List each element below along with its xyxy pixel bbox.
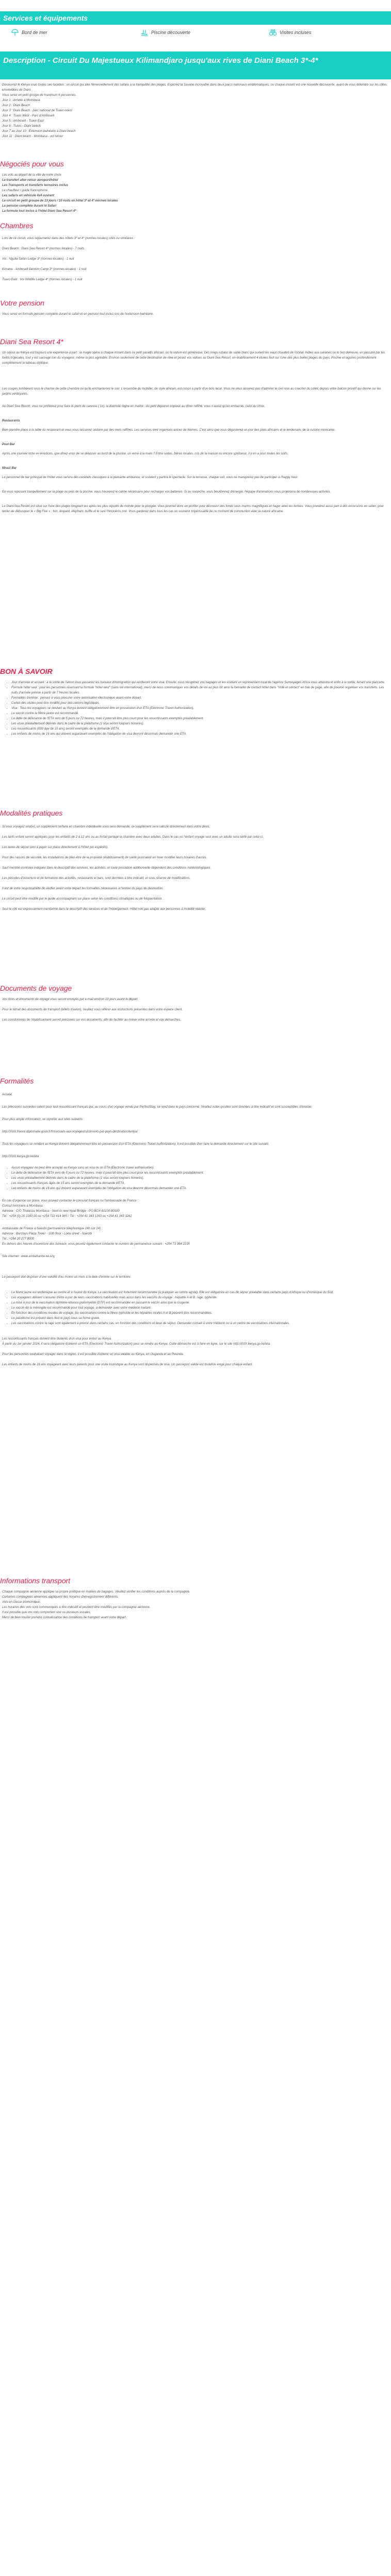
intro-text: Découvrez le Kenya sous toutes ses facettes : un circuit qui allie l'émerveillement des safaris à la tranquillité des plages. Explorez la Savane incroyable dans deux parcs nationaux emblématiques, ou chaque instant est une nouvelle découverte, avant de vous détendre sur les côtes ensoleillées de Diani. <box>2 83 387 92</box>
documents-title: Documents de voyage <box>0 984 72 992</box>
modalites-paragraph: Seul le cité est expressément mentionné dans le descriptif des services et de l'hébergement. Hôtel non pas adapté aux personnes à mobilité réduite. <box>2 908 206 911</box>
room-item: Diani Beach : Diani Sea Resort 4* (normes locales) - 7 nuits <box>2 247 85 250</box>
room-item: Tsavo East : Voi Wildlife Lodge 4* (normes locales) - 1 nuit <box>2 278 83 281</box>
modalites-paragraph: Pour des raisons de sécurité, les installations de bien-être de la propriété (établissement) de santé pourraient en hiver modifier leurs horaires d'accès. <box>2 856 207 859</box>
itinerary-day: Jour 11 : Diani beach - Mombasa - vol retour <box>2 135 63 138</box>
formalites-paragraph: Tél : +254 (0) 20 2183 00 ou +254 722 414 965 / Tél : +254 41 343 1263 ou +254 41 343 3262 <box>2 1215 132 1218</box>
amenity-pool-label: Piscine découverte <box>151 30 191 35</box>
list-item: • En fonction des conditions locales de voyage, les vaccinations contre la fièvre typhoïde et les hépatites virales A et B peuvent être recommandées. <box>11 1311 388 1316</box>
room-item: Voi : Ngulia Safari Lodge 3* (normes locales) - 1 nuit <box>2 258 74 261</box>
list-item: Le chauffeur / guide francophone <box>2 189 48 192</box>
itinerary-day: Jour 2 : Diani Beach <box>2 104 30 107</box>
pool-icon <box>141 29 148 36</box>
list-item: • La mise à jour de la vaccination diphtérie-tétanos-poliomyélite (DTP) est recommandée en passant le vaccin ainsi que la rougeole. <box>11 1300 388 1306</box>
negocies-list <box>2 173 388 214</box>
bon-title: BON À SAVOIR <box>0 667 53 675</box>
formalites-paragraph: Arrivée <box>2 1093 12 1096</box>
list-item: Les vols au départ de la ville de votre choix <box>2 174 61 177</box>
documents-paragraph: Les coordonnées de l'établissement seront précisées sur vos documents, afin de faciliter au mieux votre arrivée et vos démarches. <box>2 1019 181 1022</box>
itinerary-day: Jour 3 : Diani Beach - parc national de Tsavo ouest <box>2 109 72 112</box>
hotel-description <box>2 350 388 514</box>
modalites-title: Modalités pratiques <box>0 809 63 817</box>
transport-paragraph: Merci de bien vouloir prendre connaissance des conditions de transport avant votre départ. <box>2 1616 127 1619</box>
list-item: • Les visas préalablement délivrés dans le cadre de la plateforme (1 visa seront toujours honorés). <box>11 1176 388 1181</box>
formalites-paragraph: Les ressortissants français doivent être titulaires d'un visa pour entrer au Kenya. <box>2 1337 112 1341</box>
documents-paragraph: Pour le retrait des documents de transport (billets d'avion), veuillez vous référer aux instructions présentes dans votre espace client. <box>2 1008 183 1011</box>
documents-paragraph: Vos titres et documents de voyage vous seront envoyés par e-mail environ 10 jours avant le départ. <box>2 998 139 1001</box>
formalites-paragraph: À partir du 1er janvier 2024, il sera obligatoire d'obtenir un ETA (Electronic Travel Authorization) pour se rendre au Kenya. Cette démarche est à faire en ligne, sur le site http://XXX.kenya.go.ke/eta. <box>2 1343 271 1346</box>
negocies-title: Négociés pour vous <box>0 160 64 168</box>
formalites-link[interactable]: http://XXX.kenya.go.ke/eta <box>2 1155 39 1158</box>
hotel-paragraph: Un séjour au Kenya est toujours une expérience à part : la magie opère à chaque instant dans ce petit paradis africain, où la nature est généreuse. Des longs rubans de sable blanc qui ourlent les eaux chaudes de l'océan Indien aux savanes où le lion demeure, en passant par les forêts tropicales, tout y est sauvage loin du voyageur, même la plus agréable. Environ seulement de cette destination de rêve et posez vos valises au Diani Sea Resort, en établissement 4 étoiles tout sur l'une des plus belles plages du pays. Piscine et lagunes profondément complètement la tableau idyllique. <box>2 351 385 365</box>
amenity-pool <box>141 29 190 36</box>
binoculars-icon <box>269 29 276 36</box>
list-item: La formule tout inclus à l'hôtel Diani Sea Resort 4* <box>2 210 76 213</box>
formalites-paragraph: Les précisions suivantes valent pour tout ressortissant français qui, au cours d'un voyage vendu par PerfectStay, se rend dans le pays concerné. Veuillez noter qu'elles sont données à titre indicatif et sont susceptibles d'évoluer. <box>2 1106 313 1109</box>
amenity-visits <box>269 29 311 36</box>
formalites-paragraph: Adresse : C/O Thalassa Mombasa - Next to new Nyali Bridge - PO BOX 81100-80100 <box>2 1210 120 1213</box>
list-item: • Le vaccin contre la fièvre jaune est recommandé. <box>11 711 388 716</box>
formalites-paragraph: Consul honoraire à Mombasa : <box>2 1205 45 1208</box>
transport-paragraph: Vols en classe économique. <box>2 1601 41 1604</box>
transport-paragraph: Il est possible que vos vols comportent une ou plusieurs escales. <box>2 1611 91 1614</box>
room-item: Kimana - Amboseli Sentrim Camp 3* (normes locales) - 1 nuit <box>2 268 87 271</box>
formalites-paragraph: Pour les personnes souhaitant voyager dans la région, il est possible d'obtenir un visa valable au Kenya, en Ouganda et au Rwanda. <box>2 1353 184 1356</box>
list-item: • Les vaccinations contre la rage sont également à prévoir dans certains cas, en fonction des conditions et lieux de séjour. Demander conseil à votre médecin ou à un centre de vaccinations internationales. <box>11 1321 388 1326</box>
amenity-beach <box>11 29 47 36</box>
list-item: • Les visas préalablement délivrés dans le cadre de la plateforme (1 visa seront toujours honorés). <box>11 721 388 726</box>
group-size: Vous serez en petit groupe de maximum 6 personnes. <box>2 94 76 97</box>
itinerary-day: Jour 1 : Arrivée à Mombasa <box>2 99 40 102</box>
pension-text: Vous serez en formule pension complète durant le safari et en pension tout inclus lors de l'extension balnéaire. <box>2 313 154 316</box>
modalites-paragraph: Les tarifs enfant seront appliqués pour les enfants de 2 à 12 ans ou au forfait partagé la chambre avec deux adultes. Dans le cas où l'enfant voyage seul avec un adulte sera tarifé par celui-ci. <box>2 836 264 839</box>
modalites-text <box>2 824 388 912</box>
list-item: Les safaris en véhicule 4x4 ouvrant <box>2 194 55 197</box>
transport-paragraph: Les horaires des vols sont communiqués à titre indicatif et peuvent être modifiés par la compagnie aérienne. <box>2 1606 151 1609</box>
documents-text <box>2 997 388 1023</box>
list-item: • Les voyageurs doivent s'assurer d'être à jour de leurs vaccinations habituelles mais aussi dans les vaccins du voyage : hépatite A et B, rage, typhoïde. <box>11 1295 388 1300</box>
amenity-visits-label: Visites incluses <box>280 30 312 35</box>
hotel-subtitle: Restaurants <box>2 419 20 422</box>
list-item: • La fièvre jaune est endémique au centre et à l'ouest du Kenya. La vaccination est fortement recommandée (à pratiquer au centre agréé). Elle est obligatoire en cas de séjour préalable dans certains pays d'Afrique ou d'Amérique du Sud. <box>11 1290 388 1295</box>
description-intro <box>2 82 388 139</box>
list-item: • Jour d'arrivée et accueil : à la sortie de l'avion vous passerez les bureaux d'immigration qui vérifieront votre visa. Ensuite, vous récupérez vos bagages et les scellant un représentant local de l'agence Sunvoyages Africa vous attendra et enfin à la sortie, tenant une pancarte. <box>11 680 388 685</box>
hotel-paragraph: Les coupes tombèrent sous le charme de cette chambre où qu'ils enchanteront le soir. L'ensemble du mobilier, de style africain, est conçu à partir d'un bois local. Vous ne vous lasserez pas d'admirer le ciel rose au coucher du soleil, depuis votre balcon privatif qui donne sur les jardins verdoyants. <box>2 387 381 396</box>
list-item: • Formule hôtel seul : pour les personnes réservant la formule "hôtel seul" (sans vol international), merci de nous communiquer vos détails de vol au plus tôt ainsi la formalité de contact hôtel dans "Voté et contact" en bas de page, afin de pouvoir organiser vos transferts. Les nuits d'arrivée prévue à partir de 7 heures locales. <box>11 685 388 696</box>
hotel-paragraph: Bien prendre place à la table du restaurant et vous vous laisserez séduire par des mets raffinés. Les services sont organisés autour de thèmes. C'est ainsi que vous dégusterez un jour des plats africains et le lendemain, de la cuisine mexicaine. <box>2 429 336 432</box>
list-item: La pension complète durant le Safari <box>2 205 57 208</box>
services-header: Services et équipements <box>0 11 391 25</box>
formalites-link[interactable]: http://XXX.france.diplomatie.gouv.fr/fr/conseils-aux-voyageurs/conseils-par-pays-destination/kenya/ <box>2 1130 138 1133</box>
list-item: • Formalités d'entrée : pensez à vous procurer votre autorisation électronique avant votre départ. <box>11 696 388 701</box>
amenities-row <box>0 28 391 38</box>
formalites-link[interactable]: Site internet : www.ambafrance-ke.org <box>2 1255 55 1258</box>
formalites-paragraph: Les enfants de moins de 16 ans voyageant avec leurs parents pour une visite touristique au Kenya sont dispensés de visa. Un passeport valide est toutefois exigé pour chaque enfant. <box>2 1363 253 1366</box>
hotel-paragraph: Le Diani Sea Resort est situé sur l'une des plages longeant les après les plus réputés du monde pour la plongée. Vous pourrez donc en profiter pour découvrir des fonds sous marins magnifiques et nager avec les tortues. Vous prendrez aussi part à des excursions en safari, pour tenter de débusquer le « Big Five » : lion, léopard, éléphant, buffle et le rare rhinocéros noir. Vous garderez dans tous les cas un souvenir impérissable de ce moment de communion avec la nature africaine. <box>2 505 384 513</box>
formalites-paragraph: Le passeport doit disposer d'une validité d'au moins six mois à la date d'entrée sur le territoire. <box>2 1276 132 1279</box>
formalites-paragraph: En dehors des heures d'ouverture des bureaux, vous pouvez également contacter le numéro de permanence suivant : +254 73 364 2215 <box>2 1243 190 1246</box>
modalites-paragraph: Les périodes d'ouverture et de fermeture des activités, restaurants et bars, sont données à titre indicatif, et sous réserve de modifications. <box>2 877 191 880</box>
list-item: • Le vaccin de la méningite est recommandé pour tout voyage, à demander avec votre médecin traitant. <box>11 1306 388 1311</box>
transport-text <box>2 1589 388 1620</box>
itinerary-day: Jour 6 : Tsavo - Diani beach <box>2 125 41 128</box>
formalites-paragraph: Tous les voyageurs se rendant au Kenya doivent obligatoirement être en possession d'un ETA (Electronic Travel Authorization). Il est possible d'en faire la demande directement sur le site suivant. <box>2 1143 269 1146</box>
formalites-paragraph: Adresse : Barclays Plaza Tower - 10th floor - Loita street - Nairobi <box>2 1232 92 1235</box>
list-item: • Le paludisme est présent dans tout le pays sous sa forme grave. <box>11 1316 388 1321</box>
list-item: • La dette de délivrance de l'ETA vers de 5 jours ou 72 heures, mais il pourrait être plus court pour les ressortissants exemptés préalablement. <box>11 1171 388 1176</box>
hotel-subtitle: Pool Bar <box>2 443 15 446</box>
itinerary-day: Jour 4 : Tsavo West - Parc d'Amboseli <box>2 114 55 117</box>
list-item: • Aucun voyageur ne peut être accepté au Kenya sans un visa ou un ETA (Electronic travel authorisation). <box>11 1165 388 1171</box>
list-item: Les Transports et transferts terrestres inclus <box>2 184 68 187</box>
modalites-paragraph: Le circuit peut être modifié par le guide accompagnant sur place selon les conditions climatiques ou de fréquentation. <box>2 897 163 901</box>
modalites-paragraph: Il est de votre responsabilité de vérifier avant votre départ les formalités nécessaires à l'entrée du pays de destination. <box>2 887 164 890</box>
list-item: • La dette de délivrance de l'ETA vers de 5 jours ou 72 heures, mais il pourrait être plus court pour les ressortissants exemptés préalablement. <box>11 716 388 721</box>
transport-paragraph: Chaque compagnie aérienne applique sa propre politique en matière de bagages. Veuillez vérifier les conditions auprès de la compagnie. <box>2 1590 190 1594</box>
list-item: Le circuit en petit groupe de 13 jours / 10 nuits en hôtel 3* et 4* normes locales <box>2 199 118 202</box>
list-item: • Les enfants de moins de 16 ans qui doivent auparavant exemptés de l'obligation de visa devront désormais demander une ETA. <box>11 732 388 737</box>
transport-paragraph: Certaines compagnies aériennes appliquent des horaires d'enregistrement différents. <box>2 1596 119 1599</box>
formalites-paragraph: Ambassade de France à Nairobi (permanence téléphonique 24h sur 24) : <box>2 1227 103 1230</box>
hotel-paragraph: Au Diani Sea Resort, vous ne profiterez pour faire le point de caresse ( 1x), la diversité règne en maître : du petit déjeuner copieux au dîner raffiné, vous n'aurez qu'en embarras, celui du choix. <box>2 405 265 408</box>
pension-title: Votre pension <box>0 299 44 307</box>
list-item: • Les ressortissants français âgés de 15 ans seront exemptés de la demande d'ETA. <box>11 1181 388 1186</box>
list-item: • Les ressortissants (000 âge de 15 ans) seront exemptés de la demande d'ETA. <box>11 726 388 732</box>
list-item: • Cartes des visites peut être modifié pour des raisons logistiques. <box>11 701 388 706</box>
list-item: • Visa : Tous les voyageurs se rendant au Kenya doivent obligatoirement être en possession d'un ETA (Electronic Travel Authorization). <box>11 706 388 711</box>
hotel-paragraph: Le personnel de bar principal de l'hôtel vous servira des cocktails classiques à la plaisante ambiance, et souvent y partira le spectacle. Sur la terrasse, chaque soir, vous ne manquerez pas de participer à l'happy hour. <box>2 476 299 479</box>
amenity-beach-label: Bord de mer <box>22 30 47 35</box>
formalites-text <box>2 1092 388 1367</box>
hotel-paragraph: En vous reposant tranquillement sur la plage ou près de la piscine, vous trouverez le calme nécessaire pour recharger vos batteries. Si au revanche, vous bouillonnez d'énergie, l'équipe d'animations vous proposera de nombreuses activités. <box>2 490 331 494</box>
modalites-paragraph: Si vous voyagez seul(e), un supplément tarifaire en chambre individuelle vous sera demandé, ce supplément sera calculé directement dans votre devis. <box>2 825 210 828</box>
bon-list <box>2 680 388 737</box>
formalites-paragraph: Tél : +254 20 277 8000 <box>2 1238 34 1241</box>
hotel-paragraph: Après une journée riche en émotions, que diriez-vous de se délasser au bord de la piscine, un verre à la main ? Entre sodas, bières locales, cris de la maison ou encore spiritueux, il y en a pour toutes les soifs. <box>2 452 288 455</box>
formalites-title: Formalités <box>0 1077 34 1085</box>
formalites-paragraph: En cas d'urgence sur place, vous pouvez contacter le consulat français ou l'ambassade de France : <box>2 1199 139 1202</box>
modalites-paragraph: Sauf mention contraire indiquée dans le descriptif des services, les activités, et toute prestation additionnelle dépendent des conditions météorologiques. <box>2 867 211 870</box>
itinerary-day: Jour 5 : Amboseli - Tsavo East <box>2 120 44 123</box>
itinerary-day: Jour 7 au Jour 10 : Extension balnéaire à Diani beach <box>2 130 76 133</box>
hotel-subtitle: Mnazi Bar <box>2 467 17 470</box>
formalites-paragraph: Pour plus ample information, se reporter aux sites suivants : <box>2 1118 85 1121</box>
list-item: • Les enfants de moins de 16 ans qui doivent auparavant exemptés de l'obligation de visa devront désormais demander une ETA. <box>11 1186 388 1191</box>
transport-title: Informations transport <box>0 1577 71 1585</box>
chambres-title: Chambres <box>0 222 34 230</box>
list-item: Le transfert aller-retour aéroport/hôtel <box>2 179 58 182</box>
description-header: Description - Circuit Du Majestueux Kilimandjaro jusqu'aux rives de Diani Beach 3*-4* <box>0 52 391 79</box>
umbrella-icon <box>11 29 19 36</box>
hotel-title: Diani Sea Resort 4* <box>0 337 63 346</box>
chambres-intro: Lors de ce circuit, vous séjournerez dans des hôtels 3* et 4* (normes locales) cités ou similaires : <box>2 237 135 240</box>
chambres-list <box>2 236 388 282</box>
modalites-paragraph: Les taxes de séjour sont à payer sur place directement à l'hôtel (en espèces). <box>2 846 108 849</box>
